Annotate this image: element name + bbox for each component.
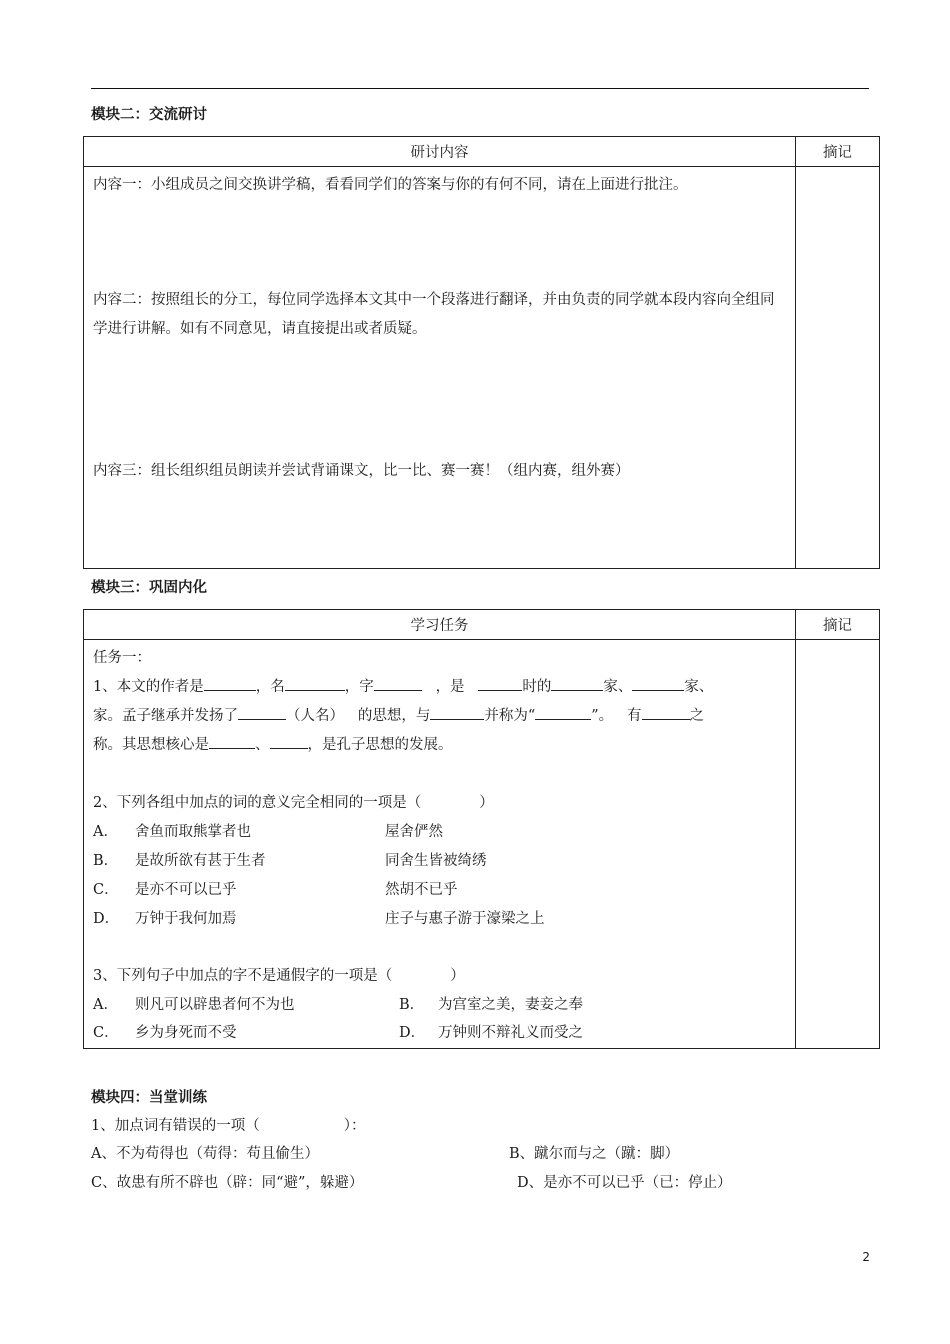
module2-table [83, 136, 880, 569]
module2-col-content: 研讨内容 [84, 137, 796, 167]
module4-title: 模块四：当堂训练 [91, 1090, 207, 1106]
blank-school-2[interactable] [632, 675, 684, 691]
blank-core-2[interactable] [270, 733, 308, 749]
module3-col-notes: 摘记 [796, 610, 880, 640]
module2-content-1: 内容一：小组成员之间交换讲学稿，看看同学们的答案与你的有何不同，请在上面进行批注。 [93, 177, 688, 193]
blank-author[interactable] [204, 675, 256, 691]
module4-option-d: D、是亦不可以已乎（已：停止） [517, 1175, 732, 1191]
blank-school-1[interactable] [551, 675, 603, 691]
blank-person[interactable] [238, 704, 286, 720]
module2-notes-cell[interactable] [796, 167, 880, 569]
q2-option-a: A． 舍鱼而取熊掌者也 屋舍俨然 [93, 824, 443, 840]
blank-title[interactable] [535, 704, 591, 720]
module2-content-2: 内容二：按照组长的分工，每位同学选择本文其中一个段落进行翻译，并由负责的同学就本段内容向全组同学进行讲解。如有不同意见，请直接提出或者质疑。 [93, 292, 775, 337]
q3-row2: C． 乡为身死而不受 D． 万钟则不辩礼义而受之 [93, 1025, 583, 1041]
task1-label: 任务一： [93, 650, 151, 666]
module4-option-c: C、故患有所不辟也（辟：同“避”，躲避） [91, 1175, 364, 1191]
q2-option-d: D． 万钟于我何加焉 庄子与惠子游于濠梁之上 [93, 911, 545, 927]
q1-line3: 称。其思想核心是 、 ，是孔子思想的发展。 [93, 733, 453, 754]
module2-content-cell [84, 167, 795, 568]
q2-option-c: C． 是亦不可以已乎 然胡不已乎 [93, 882, 458, 898]
module3-table [83, 609, 880, 1049]
blank-paired[interactable] [430, 704, 484, 720]
module4-q1-stem: 1、加点词有错误的一项（ ）： [91, 1118, 366, 1134]
blank-name[interactable] [285, 675, 345, 691]
module2-title: 模块二：交流研讨 [91, 107, 207, 123]
q3-row1: A． 则凡可以辟患者何不为也 B． 为宫室之美，妻妾之奉 [93, 997, 583, 1013]
blank-era[interactable] [478, 675, 522, 691]
blank-courtesy[interactable] [374, 675, 422, 691]
module4-option-a: A、不为苟得也（苟得：苟且偷生） [91, 1146, 319, 1162]
top-rule [91, 88, 869, 89]
q2-option-b: B． 是故所欲有甚于生者 同舍生皆被绮绣 [93, 853, 487, 869]
module3-notes-cell[interactable] [796, 640, 880, 1049]
q1-line1: 1、本文的作者是 ，名 ，字 ，是 时的 家、 家、 [93, 675, 713, 696]
blank-core-1[interactable] [209, 733, 255, 749]
module3-content-cell [84, 640, 795, 1048]
module2-content-3: 内容三：组长组织组员朗读并尝试背诵课文，比一比、赛一赛！（组内赛，组外赛） [93, 463, 630, 479]
blank-honor[interactable] [642, 704, 690, 720]
page-number: 2 [862, 1250, 870, 1264]
module2-col-notes: 摘记 [796, 137, 880, 167]
q2-stem: 2、下列各组中加点的词的意义完全相同的一项是（ ） [93, 795, 494, 811]
q1-line2: 家。孟子继承并发扬了 （人名） 的思想，与 并称为“ ”。 有 之 [93, 704, 704, 725]
module3-col-content: 学习任务 [84, 610, 796, 640]
module3-title: 模块三：巩固内化 [91, 580, 207, 596]
module4-option-b: B、蹴尔而与之（蹴：脚） [509, 1146, 680, 1162]
q3-stem: 3、下列句子中加点的字不是通假字的一项是（ ） [93, 968, 465, 984]
